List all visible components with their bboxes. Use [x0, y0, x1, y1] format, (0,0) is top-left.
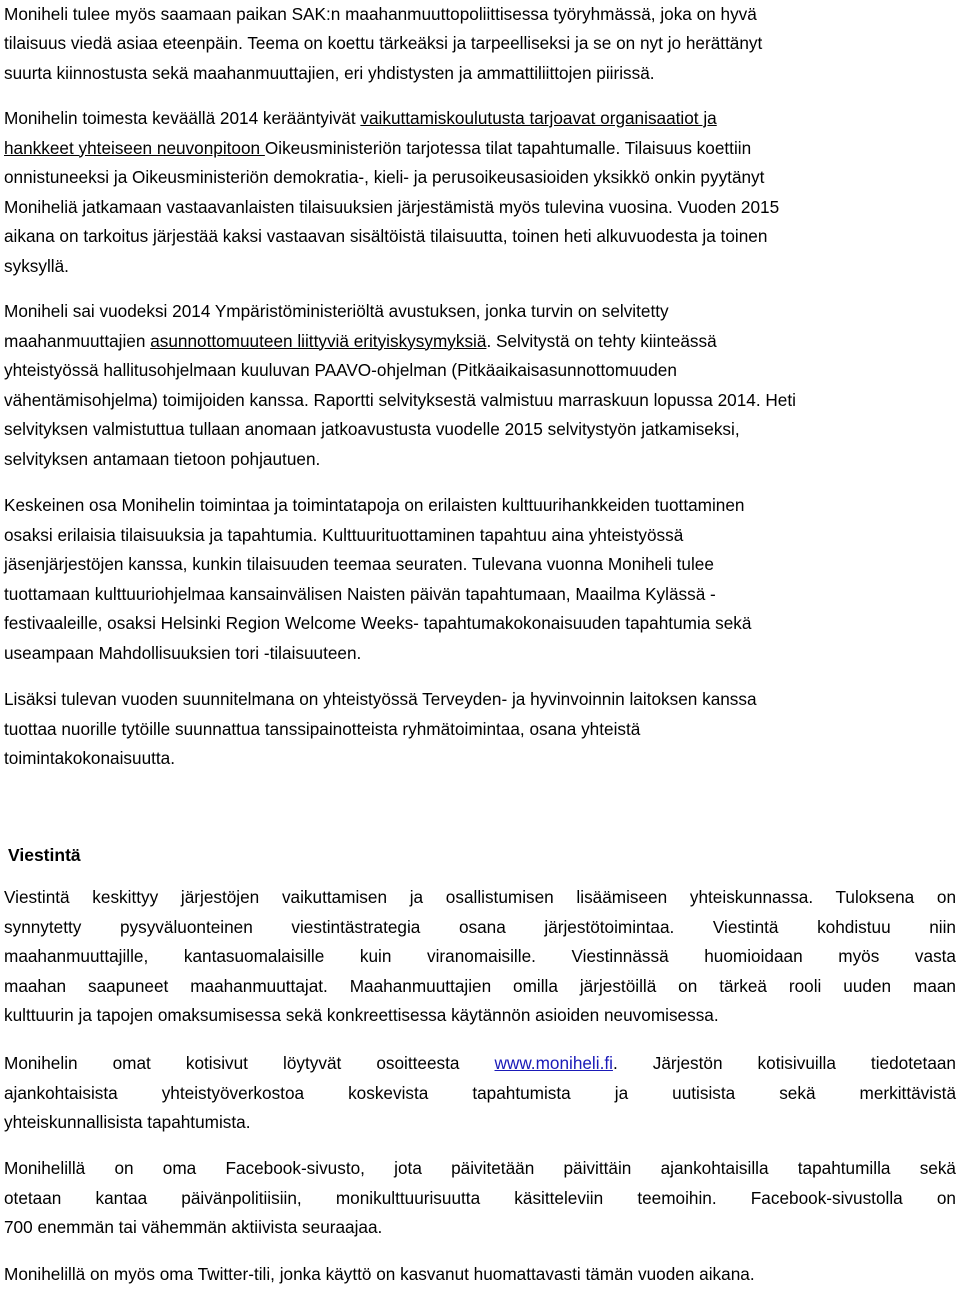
text-line: maahanmuuttajille, kantasuomalaisille kuin viranomaisille. Viestinnässä huomioidaan myös vasta [4, 946, 956, 966]
text-line: Moniheliä jatkamaan vastaavanlaisten tilaisuuksien järjestämistä myös tulevina vuosina. Vuoden 2015 [4, 196, 780, 217]
text-line: suurta kiinnostusta sekä maahanmuuttajien, eri yhdistysten ja ammattiliittojen piirissä. [4, 62, 655, 83]
text-line: jäsenjärjestöjen kanssa, kunkin tilaisuuden teemaa seuraten. Tulevana vuonna Moniheli tulee [4, 554, 714, 574]
text-line: toimintakokonaisuutta. [4, 748, 176, 768]
text-line [4, 104, 956, 134]
text-run: . Selvitystä on tehty kiinteässä [486, 330, 717, 351]
text-line: 700 enemmän tai vähemmän aktiivista seuraajaa. [4, 1217, 383, 1237]
text-line: yhteistyössä hallitusohjelmaan kuuluvan PAAVO-ohjelman (Pitkäaikaisasunnottomuuden [4, 360, 677, 380]
paragraph-communications [4, 883, 956, 1031]
text-run: . Järjestön kotisivuilla tiedotetaan [612, 1053, 956, 1073]
underlined-text: hankkeet yhteiseen neuvonpitoon [4, 137, 265, 158]
paragraph-thl-cooperation [4, 685, 956, 774]
text-line: tuottaa nuorille tytöille suunnattua tanssipainotteista ryhmätoimintaa, osana yhteistä [4, 718, 641, 739]
text-line: ajankohtaisista yhteistyöverkostoa koskevista tapahtumista ja uutisista sekä merkittävistä [4, 1082, 956, 1103]
text-line: selvityksen antamaan tietoon pohjautuen. [4, 448, 321, 469]
text-line: synnytetty pysyväluonteinen viestintästrategia osana järjestötoimintaa. Viestintä kohdistuu niin [4, 916, 956, 937]
text-line: Lisäksi tulevan vuoden suunnitelmana on yhteistyössä Terveyden- ja hyvinvoinnin laitoksen kanssa [4, 689, 757, 709]
text-line: onnistuneeksi ja Oikeusministeriön demokratia-, kieli- ja perusoikeusasioiden yksikkö onkin pyytänyt [4, 167, 765, 187]
text-line: otetaan kantaa päivänpolitiisiin, monikulttuurisuutta käsitteleviin teemoihin. Facebook-sivustolla on [4, 1187, 956, 1208]
text-line: Monihelillä on myös oma Twitter-tili, jonka käyttö on kasvanut huomattavasti tämän vuoden aikana. [4, 1264, 755, 1284]
text-line: kulttuurin ja tapojen omaksumisessa sekä konkreettisessa käytännön asioiden neuvomisessa. [4, 1005, 719, 1025]
paragraph-culture-projects [4, 491, 956, 668]
text-line: tuottamaan kulttuuriohjelmaa kansainvälisen Naisten päivän tapahtumaan, Maailma Kylässä - [4, 583, 716, 604]
section-heading-viestinta: Viestintä [8, 845, 81, 865]
text-run: Monihelin omat kotisivut löytyvät osoitteesta [4, 1053, 495, 1073]
text-run: Monihelin toimesta keväällä 2014 kerääntyivät [4, 108, 361, 128]
text-line: tilaisuus viedä asiaa eteenpäin. Teema on koettu tärkeäksi ja tarpeelliseksi ja se on nyt jo herättänyt [4, 33, 763, 54]
text-line: vähentämisohjelma) toimijoiden kanssa. Raportti selvityksestä valmistuu marraskuun lopussa 2014. Heti [4, 389, 796, 410]
website-link[interactable]: www.moniheli.fi [494, 1053, 613, 1073]
text-run: maahanmuuttajien [4, 330, 151, 351]
text-line: osaksi erilaisia tilaisuuksia ja tapahtumia. Kulttuurituottaminen tapahtuu aina yhteistyössä [4, 524, 684, 545]
text-line: Viestintä keskittyy järjestöjen vaikuttamisen ja osallistumisen lisäämiseen yhteiskunnassa. Tuloksena on [4, 887, 956, 907]
underlined-text: asunnottomuuteen liittyviä erityiskysymyksiä [150, 330, 487, 351]
text-line: yhteiskunnallisista tapahtumista. [4, 1112, 251, 1132]
text-line: aikana on tarkoitus järjestää kaksi vastaavan sisältöistä tilaisuutta, toinen heti alkuvuodesta ja toinen [4, 226, 768, 246]
paragraph-advocacy-training [4, 104, 956, 281]
text-line: Moniheli tulee myös saamaan paikan SAK:n maahanmuuttopoliittisessa työryhmässä, joka on hyvä [4, 4, 757, 24]
text-line [4, 327, 956, 357]
text-line: Monihelillä on oma Facebook-sivusto, jota päivitetään päivittäin ajankohtaisilla tapahtumilla sekä [4, 1158, 956, 1178]
text-run: Oikeusministeriön tarjotessa tilat tapahtumalle. Tilaisuus koettiin [264, 137, 752, 158]
text-line: Moniheli sai vuodeksi 2014 Ympäristöministeriöltä avustuksen, jonka turvin on selvitetty [4, 301, 669, 321]
text-line: useampaan Mahdollisuuksien tori -tilaisuuteen. [4, 642, 362, 663]
text-line: selvityksen valmistuttua tullaan anomaan jatkoavustusta vuodelle 2015 selvitystyön jatkamiseksi, [4, 419, 740, 439]
paragraph-website [4, 1049, 956, 1138]
paragraph-twitter [4, 1260, 956, 1290]
paragraph-homelessness-survey [4, 297, 956, 474]
underlined-text: vaikuttamiskoulutusta tarjoavat organisaatiot ja [360, 108, 717, 128]
text-line [4, 1049, 956, 1079]
text-line: syksyllä. [4, 255, 69, 276]
text-line [4, 134, 956, 164]
text-line: maahan saapuneet maahanmuuttajat. Maahanmuuttajien omilla järjestöillä on tärkeä rooli uuden maan [4, 975, 956, 996]
paragraph-facebook [4, 1154, 956, 1243]
text-line: Keskeinen osa Monihelin toimintaa ja toimintatapoja on erilaisten kulttuurihankkeiden tuottaminen [4, 495, 745, 515]
paragraph-sak-working-group [4, 0, 956, 88]
text-line: festivaaleille, osaksi Helsinki Region Welcome Weeks- tapahtumakokonaisuuden tapahtumia sekä [4, 613, 752, 633]
